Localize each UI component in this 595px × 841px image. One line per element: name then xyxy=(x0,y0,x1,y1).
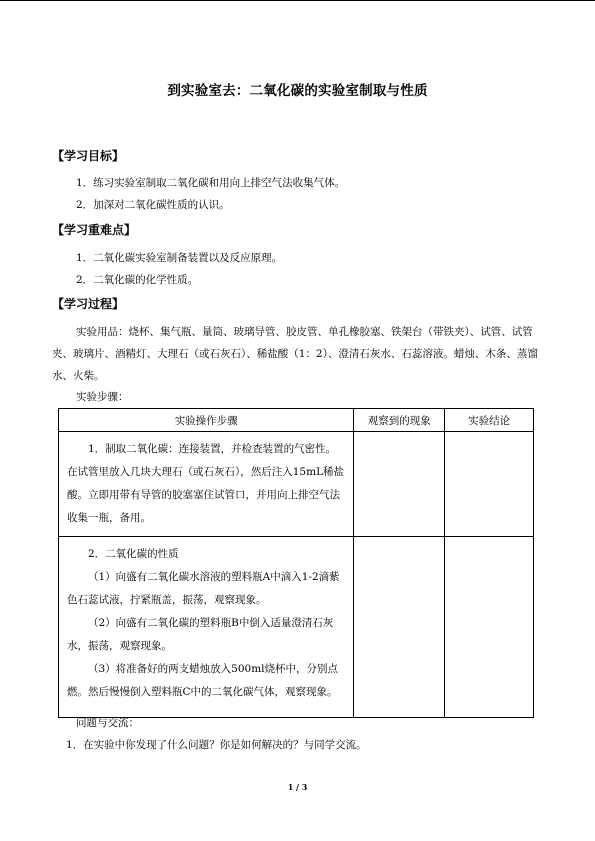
step1-observation-cell xyxy=(354,432,445,537)
section-heading-goals: 【学习目标】 xyxy=(52,149,125,163)
discussion-question-1: 1．在实验中你发现了什么问题？你是如何解决的？与同学交流。 xyxy=(66,739,367,751)
table-row xyxy=(59,537,534,718)
step2-title: 2．二氧化碳的性质 xyxy=(88,548,179,560)
step1-text: 1．制取二氧化碳：连接装置，并检查装置的气密性。在试管里放入几块大理石（或石灰石），然后注入15mL稀盐酸。立即用带有导管的胶塞塞住试管口，并用向上排空气法收集一瓶，备用。 xyxy=(67,443,345,524)
section-heading-process: 【学习过程】 xyxy=(52,297,125,311)
step2-observation-cell xyxy=(354,537,445,718)
goal-item-1: 1．练习实验室制取二氧化碳和用向上排空气法收集气体。 xyxy=(76,177,346,189)
header-conclusion: 实验结论 xyxy=(445,409,534,432)
step2-part1: （1）向盛有二氧化碳水溶液的塑料瓶A中滴入1-2滴紫色石蕊试液，拧紧瓶盖，振荡，观察现象。 xyxy=(67,571,340,606)
step2-part2: （2）向盛有二氧化碳的塑料瓶B中倒入适量澄清石灰水，振荡，观察现象。 xyxy=(67,617,334,652)
table-header-row xyxy=(59,409,534,432)
goal-item-2: 2．加深对二氧化碳性质的认识。 xyxy=(76,199,230,211)
step1-conclusion-cell xyxy=(445,432,534,537)
header-observation: 观察到的现象 xyxy=(354,409,445,432)
step2-conclusion-cell xyxy=(445,537,534,718)
step2-part3: （3）将准备好的两支蜡烛放入500ml烧杯中，分别点燃。然后慢慢倒入塑料瓶C中的二氧化碳气体，观察现象。 xyxy=(67,663,339,698)
table-row xyxy=(59,432,534,537)
header-rule xyxy=(0,0,595,1)
header-procedure: 实验操作步骤 xyxy=(59,409,354,432)
page-number: 1 / 3 xyxy=(287,782,308,792)
section-heading-key-points: 【学习重难点】 xyxy=(52,223,137,237)
experiment-table xyxy=(58,408,534,718)
supplies-paragraph: 实验用品：烧杯、集气瓶、量筒、玻璃导管、胶皮管、单孔橡胶塞、铁架台（带铁夹）、试管、试管夹、玻璃片、酒精灯、大理石（或石灰石）、稀盐酸（1：2）、澄清石灰水、石蕊溶液。蜡烛、木条、蒸馏水、火柴。 xyxy=(52,326,538,382)
page-title: 到实验室去：二氧化碳的实验室制取与性质 xyxy=(167,83,428,99)
steps-label: 实验步骤： xyxy=(76,391,129,403)
key-point-item-2: 2．二氧化碳的化学性质。 xyxy=(76,274,199,286)
key-point-item-1: 1．二氧化碳实验室制备装置以及反应原理。 xyxy=(76,252,283,264)
discussion-label: 问题与交流： xyxy=(76,717,139,729)
